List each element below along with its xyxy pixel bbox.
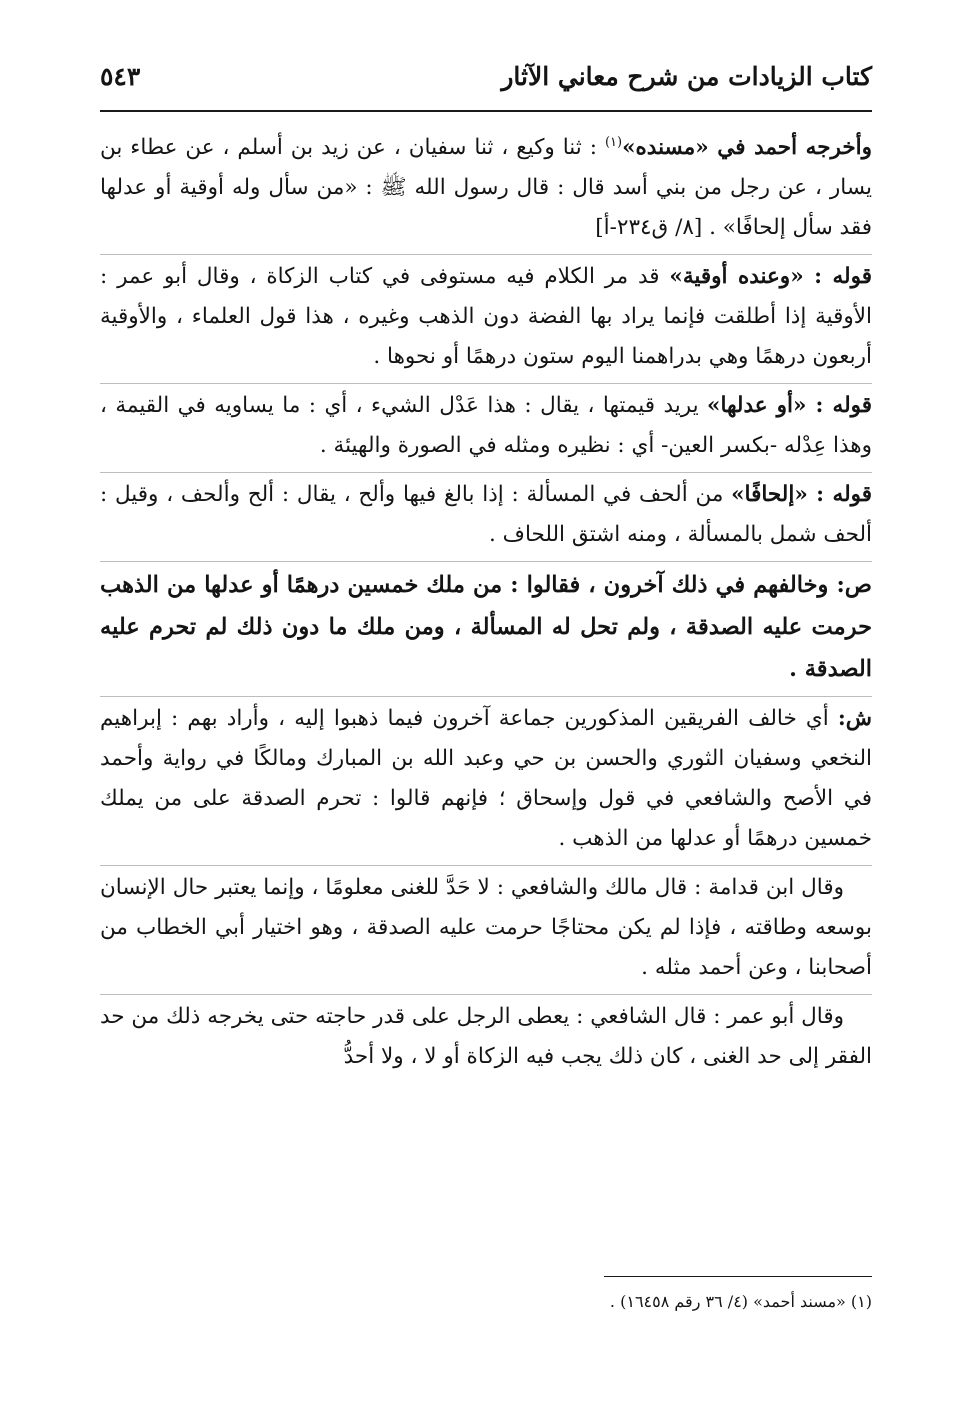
page-header: [100, 58, 872, 112]
paragraph-text: قد مر الكلام فيه مستوفى في كتاب الزكاة ، وقال أبو عمر : الأوقية إذا أطلقت فإنما يراد بها الفضة دون الذهب وغيره ، هذا قول العلماء ، والأوقية أربعون درهمًا وهي بدراهمنا اليوم ستون درهمًا أو نحوها .: [100, 264, 872, 369]
footnote: (١) «مسند أحمد» (٤/ ٣٦ رقم ١٦٤٥٨) .: [609, 1292, 872, 1311]
paragraph-uqiyya: [100, 255, 872, 384]
paragraph-sharh: [100, 697, 872, 866]
main-text: [100, 126, 872, 1083]
footnote-divider: [604, 1276, 872, 1277]
paragraph-text: من ألحف في المسألة : إذا بالغ فيها وألح ، يقال : ألح وألحف ، وقيل : ألحف شمل بالمسألة ، ومنه اشتق اللحاف .: [100, 482, 872, 547]
paragraph-musnad-ahmad: [100, 126, 872, 255]
paragraph-adluha: [100, 384, 872, 473]
paragraph-text: : ثنا وكيع ، ثنا سفيان ، عن زيد بن أسلم ، عن عطاء بن يسار ، عن رجل من بني أسد قال : قال رسول الله ﷺ : «من سأل وله أوقية أو عدلها فقد سأل إلحافًا» . [٨/ ق٢٣٤-أ]: [100, 135, 872, 240]
paragraph-abu-umar: [100, 995, 872, 1083]
paragraph-matn: [100, 562, 872, 697]
paragraph-ilhafan: [100, 473, 872, 562]
paragraph-text: يريد قيمتها ، يقال : هذا عَدْل الشيء ، أي : ما يساويه في القيمة ، وهذا عِدْله -بكسر العين- أي : نظيره ومثله في الصورة والهيئة .: [100, 393, 872, 458]
paragraph-text: وقال ابن قدامة : قال مالك والشافعي : لا حَدَّ للغنى معلومًا ، وإنما يعتبر حال الإنسان بوسعه وطاقته ، فإذا لم يكن محتاجًا حرمت عليه الصدقة ، وهو اختيار أبي الخطاب من أصحابنا ، وعن أحمد مثله .: [100, 875, 872, 980]
paragraph-lead: قوله : «أو عدلها»: [707, 393, 873, 418]
paragraph-text: ص: وخالفهم في ذلك آخرون ، فقالوا : من ملك خمسين درهمًا أو عدلها من الذهب حرمت عليه الصدقة ، ولم تحل له المسألة ، ومن ملك ما دون ذلك لم تحرم عليه الصدقة .: [100, 572, 872, 682]
paragraph-text: وقال أبو عمر : قال الشافعي : يعطى الرجل على قدر حاجته حتى يخرجه ذلك من حد الفقر إلى حد الغنى ، كان ذلك يجب فيه الزكاة أو لا ، ولا أحدُّ: [100, 1004, 872, 1069]
footnote-reference: (١): [604, 134, 623, 150]
paragraph-lead: ش:: [837, 706, 872, 731]
running-title: كتاب الزيادات من شرح معاني الآثار: [501, 62, 872, 91]
paragraph-lead: قوله : «إلحافًا»: [731, 482, 872, 507]
page-number: ٥٤٣: [100, 62, 141, 91]
paragraph-lead: قوله : «وعنده أوقية»: [669, 264, 872, 289]
paragraph-ibn-qudama: [100, 866, 872, 995]
paragraph-text: أي خالف الفريقين المذكورين جماعة آخرون فيما ذهبوا إليه ، وأراد بهم : إبراهيم النخعي وسفيان الثوري والحسن بن حي وعبد الله بن المبارك ومالكًا في رواية وأحمد في الأصح والشافعي في قول وإسحاق ؛ فإنهم قالوا : تحرم الصدقة على من يملك خمسين درهمًا أو عدلها من الذهب .: [100, 706, 872, 851]
paragraph-lead: وأخرجه أحمد في «مسنده»: [622, 135, 872, 160]
